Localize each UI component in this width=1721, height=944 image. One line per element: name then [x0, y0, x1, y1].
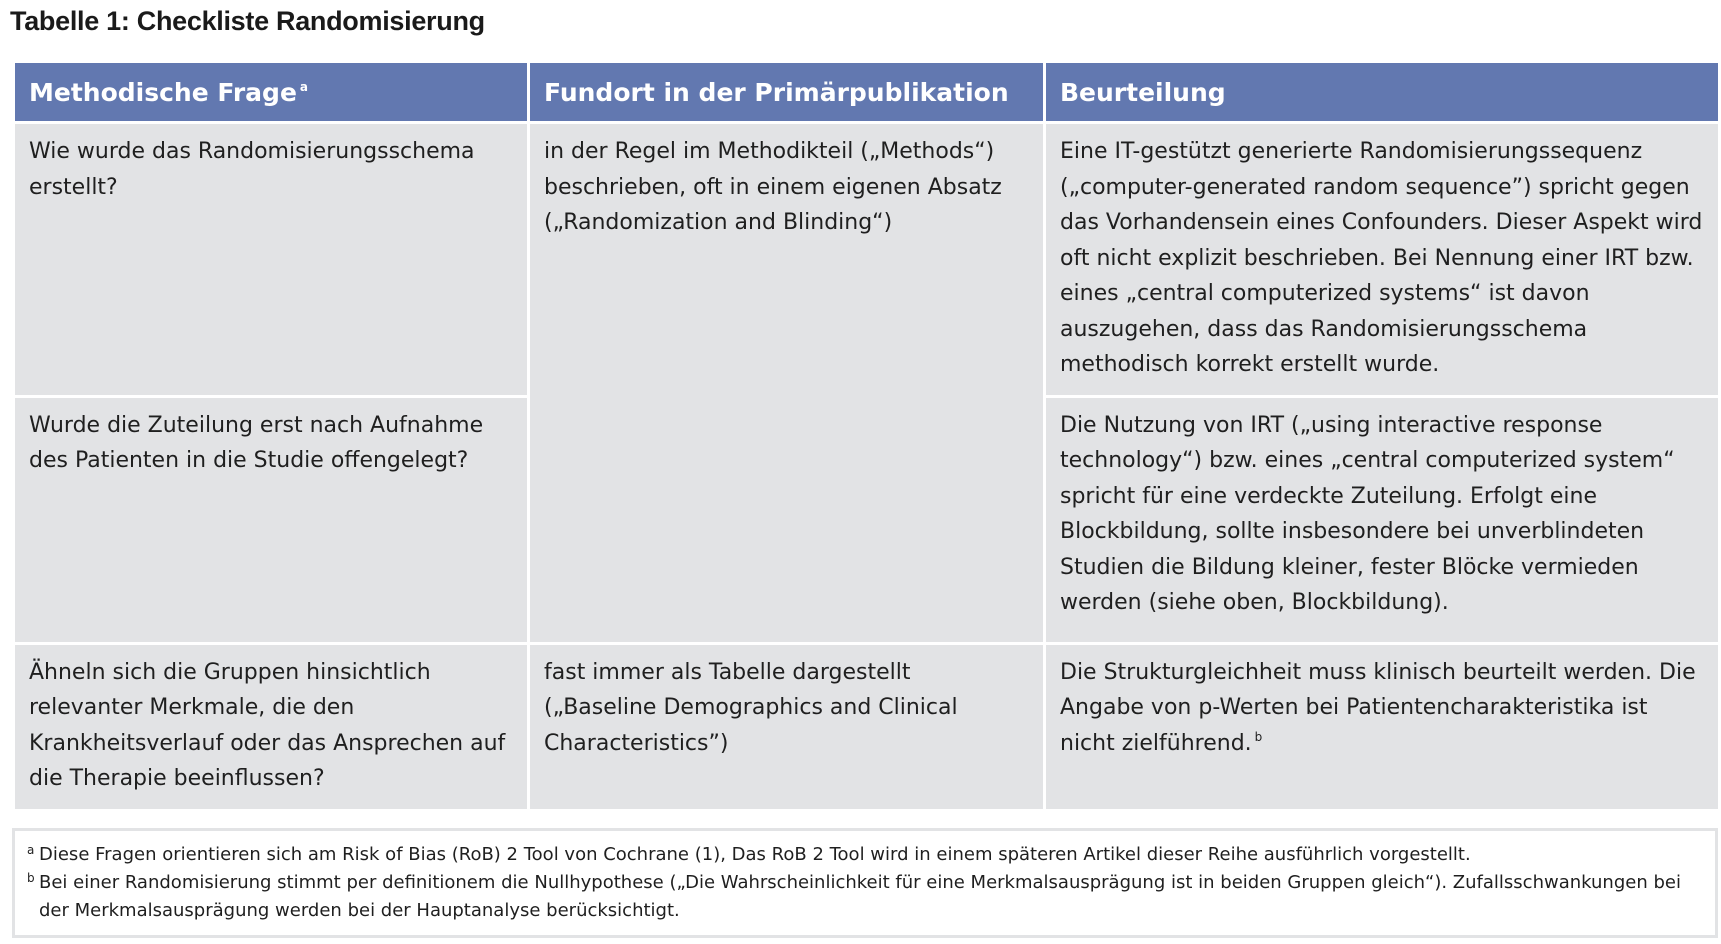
location-cell: fast immer als Tabelle dargestellt („Baseline Demographics and Clinical Characteristics”): [529, 643, 1045, 810]
footnote-item: [27, 869, 1703, 925]
checklist-table: [12, 60, 1721, 812]
question-cell: Ähneln sich die Gruppen hinsichtlich relevanter Merkmale, die den Krankheitsverlauf oder das Ansprechen auf die Therapie beeinflussen?: [14, 643, 529, 810]
assessment-cell: [1045, 643, 1720, 810]
header-fundort: Fundort in der Primärpublikation: [529, 62, 1045, 123]
footnote-text: Diese Fragen orientieren sich am Risk of Bias (RoB) 2 Tool von Cochrane (1), Das RoB 2 Tool wird in einem späteren Artikel dieser Reihe ausführlich vorgestellt.: [39, 844, 1471, 865]
footnote-item: [27, 841, 1703, 869]
question-cell: Wurde die Zuteilung erst nach Aufnahme des Patienten in die Studie offengelegt?: [14, 396, 529, 643]
table-title: Tabelle 1: Checkliste Randomisierung: [10, 6, 485, 36]
footnote-marker: a: [27, 843, 35, 857]
header-beurteilung: Beurteilung: [1045, 62, 1720, 123]
location-cell: in der Regel im Methodikteil („Methods“) beschrieben, oft in einem eigenen Absatz („Randomization and Blinding“): [529, 123, 1045, 644]
table-row: [14, 643, 1720, 810]
footnotes: [12, 828, 1718, 938]
assessment-cell: Die Nutzung von IRT („using interactive response technology“) bzw. eines „central computerized system“ spricht für eine verdeckte Zuteilung. Erfolgt eine Blockbildung, sollte insbesondere bei unverblindeten Studien die Bildung kleiner, fester Blöcke vermieden werden (siehe oben, Blockbildung).: [1045, 396, 1720, 643]
footnote-marker: b: [27, 871, 35, 885]
table-row: [14, 123, 1720, 397]
header-methodische-frage-label: Methodische Frage: [29, 77, 297, 107]
assessment-cell: Eine IT-gestützt generierte Randomisierungssequenz („computer-generated random sequence”) spricht gegen das Vorhandensein eines Confounders. Dieser Aspekt wird oft nicht explizit beschrieben. Bei Nennung einer IRT bzw. eines „central computerized systems“ ist davon auszugehen, dass das Randomisierungsschema methodisch korrekt erstellt wurde.: [1045, 123, 1720, 397]
footnote-marker-b: b: [1254, 730, 1263, 745]
assessment-text: Die Strukturgleichheit muss klinisch beurteilt werden. Die Angabe von p-Werten bei Patientencharakteristika ist nicht zielführend.: [1060, 659, 1696, 756]
table-header-row: [14, 62, 1720, 123]
question-cell: Wie wurde das Randomisierungsschema erstellt?: [14, 123, 529, 397]
header-methodische-frage: [14, 62, 529, 123]
footnote-marker-a: a: [299, 80, 309, 95]
footnote-text: Bei einer Randomisierung stimmt per definitionem die Nullhypothese („Die Wahrscheinlichkeit für eine Merkmalsausprägung ist in beiden Gruppen gleich“). Zufallsschwankungen bei der Merkmalsausprägung werden bei der Hauptanalyse berücksichtigt.: [39, 872, 1681, 921]
